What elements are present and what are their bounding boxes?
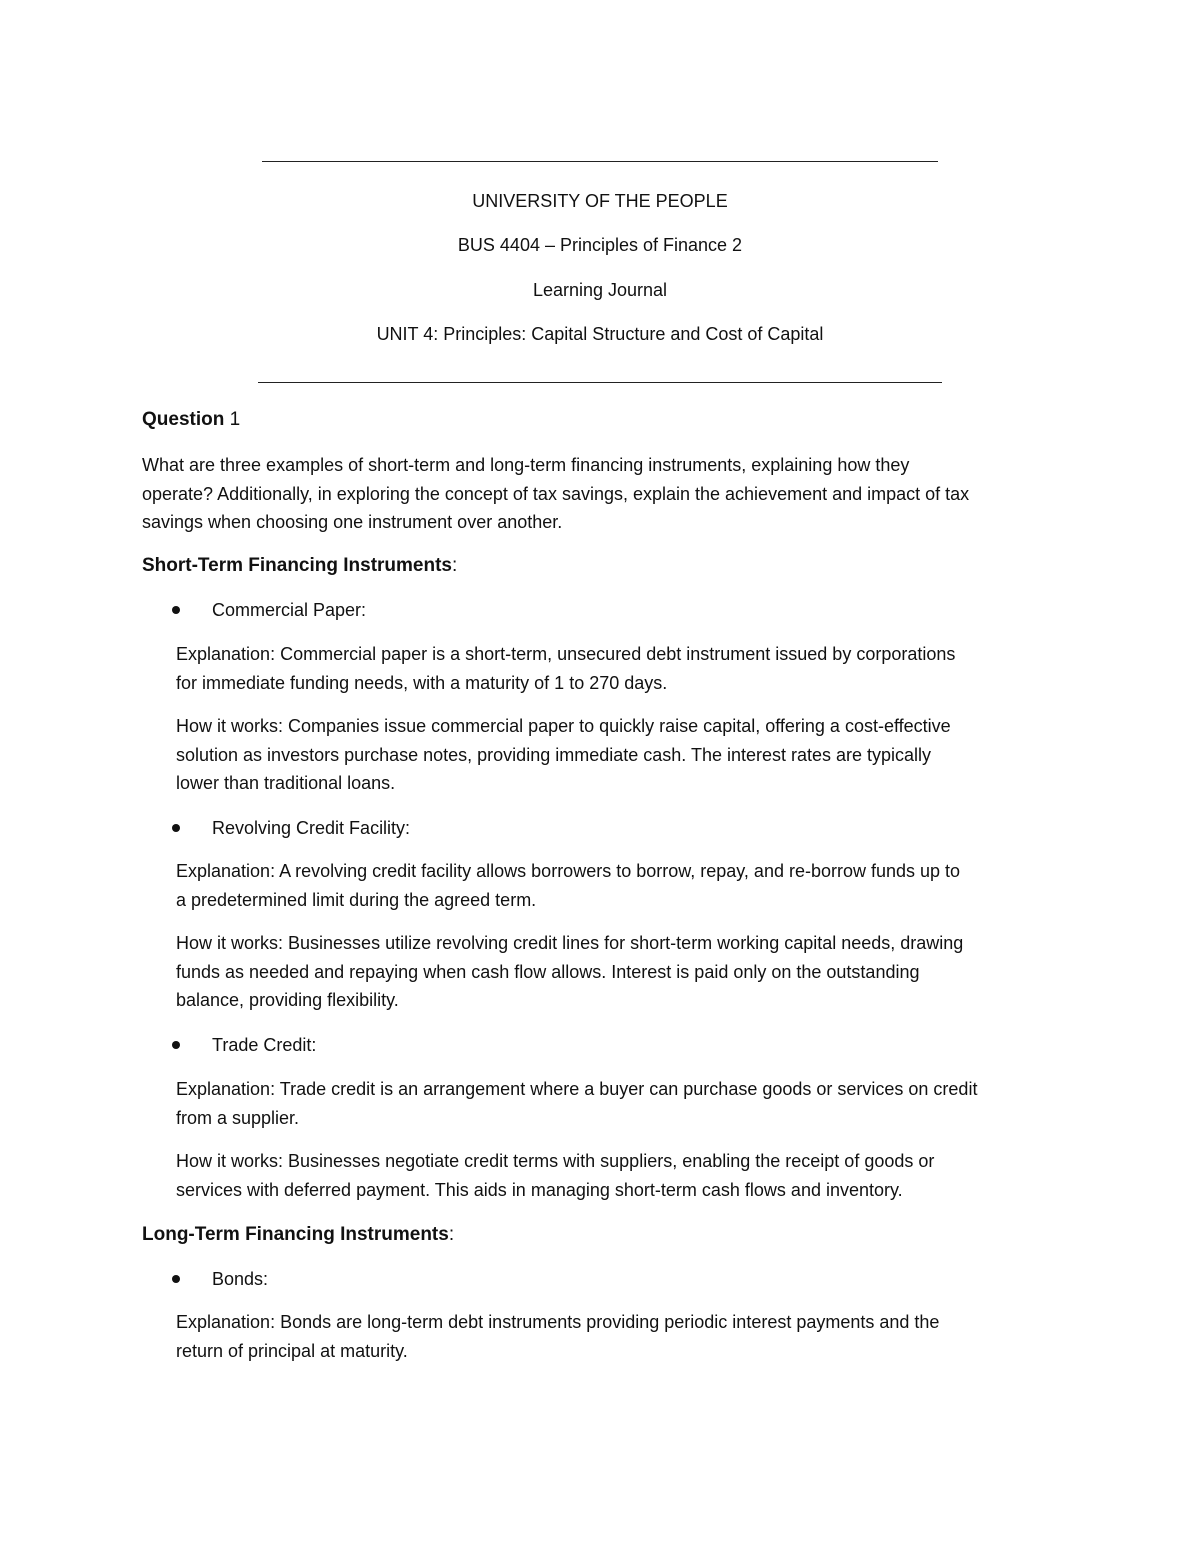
bullet-icon <box>172 606 180 614</box>
explanation-paragraph <box>176 1075 977 1132</box>
short-term-heading-label: Short-Term Financing Instruments <box>142 555 453 576</box>
paragraph-line: from a supplier. <box>176 1107 300 1128</box>
paragraph-line: services with deferred payment. This aids in managing short-term cash flows and inventory. <box>176 1179 903 1200</box>
paragraph-line: How it works: Companies issue commercial paper to quickly raise capital, offering a cost-effective <box>176 716 951 736</box>
question-text-line: savings when choosing one instrument over another. <box>142 512 563 533</box>
bullet-icon <box>172 1041 180 1049</box>
question-number: 1 <box>224 409 241 430</box>
short-term-heading-colon: : <box>452 555 458 576</box>
university-name: UNIVERSITY OF THE PEOPLE <box>472 191 728 211</box>
paragraph-line: for immediate funding needs, with a maturity of 1 to 270 days. <box>176 672 668 693</box>
bullet-item-title: Revolving Credit Facility: <box>212 818 411 838</box>
bullet-item-title: Trade Credit: <box>212 1035 317 1055</box>
question-label: Question <box>142 409 225 430</box>
question-text-line: operate? Additionally, in exploring the concept of tax savings, explain the achievement and impact of tax <box>142 483 970 504</box>
paragraph-line: balance, providing flexibility. <box>176 990 399 1011</box>
bullet-item-title: Commercial Paper: <box>212 600 367 620</box>
question-text <box>142 451 969 537</box>
how-it-works-paragraph <box>176 1147 934 1204</box>
long-term-heading-colon: : <box>448 1224 455 1245</box>
how-it-works-paragraph <box>176 929 963 1015</box>
paragraph-line: Explanation: Commercial paper is a short-term, unsecured debt instrument issued by corporations <box>176 644 956 664</box>
short-term-heading <box>142 554 457 578</box>
paragraph-line: lower than traditional loans. <box>176 773 396 794</box>
bottom-divider <box>258 382 942 383</box>
bullet-icon <box>172 1275 180 1283</box>
paragraph-line: solution as investors purchase notes, providing immediate cash. The interest rates are typically <box>176 744 932 765</box>
paragraph-line: funds as needed and repaying when cash flow allows. Interest is paid only on the outstanding <box>176 961 920 982</box>
paragraph-line: return of principal at maturity. <box>176 1340 408 1361</box>
bullet-icon <box>172 824 180 832</box>
long-term-heading <box>142 1223 454 1247</box>
top-divider <box>262 161 938 162</box>
assignment-title: Learning Journal <box>532 280 668 300</box>
how-it-works-paragraph <box>176 712 951 798</box>
bullet-item-title: Bonds: <box>212 1269 269 1289</box>
paragraph-line: How it works: Businesses negotiate credit terms with suppliers, enabling the receipt of goods or <box>176 1151 935 1171</box>
explanation-paragraph <box>176 857 960 914</box>
paragraph-line: Explanation: Bonds are long-term debt instruments providing periodic interest payments and the <box>176 1312 940 1332</box>
paragraph-line: Explanation: Trade credit is an arrangement where a buyer can purchase goods or services on credit <box>176 1079 978 1099</box>
unit-title: UNIT 4: Principles: Capital Structure and Cost of Capital <box>376 324 824 344</box>
question-heading <box>142 408 240 432</box>
paragraph-line: Explanation: A revolving credit facility allows borrowers to borrow, repay, and re-borrow funds up to <box>176 861 961 881</box>
paragraph-line: a predetermined limit during the agreed term. <box>176 889 537 910</box>
paragraph-line: How it works: Businesses utilize revolving credit lines for short-term working capital needs, drawing <box>176 933 964 953</box>
course-title: BUS 4404 – Principles of Finance 2 <box>457 235 743 255</box>
explanation-paragraph <box>176 640 955 697</box>
long-term-heading-label: Long-Term Financing Instruments <box>142 1224 449 1245</box>
explanation-paragraph <box>176 1308 939 1365</box>
question-text-line: What are three examples of short-term and long-term financing instruments, explaining how they <box>142 455 910 475</box>
